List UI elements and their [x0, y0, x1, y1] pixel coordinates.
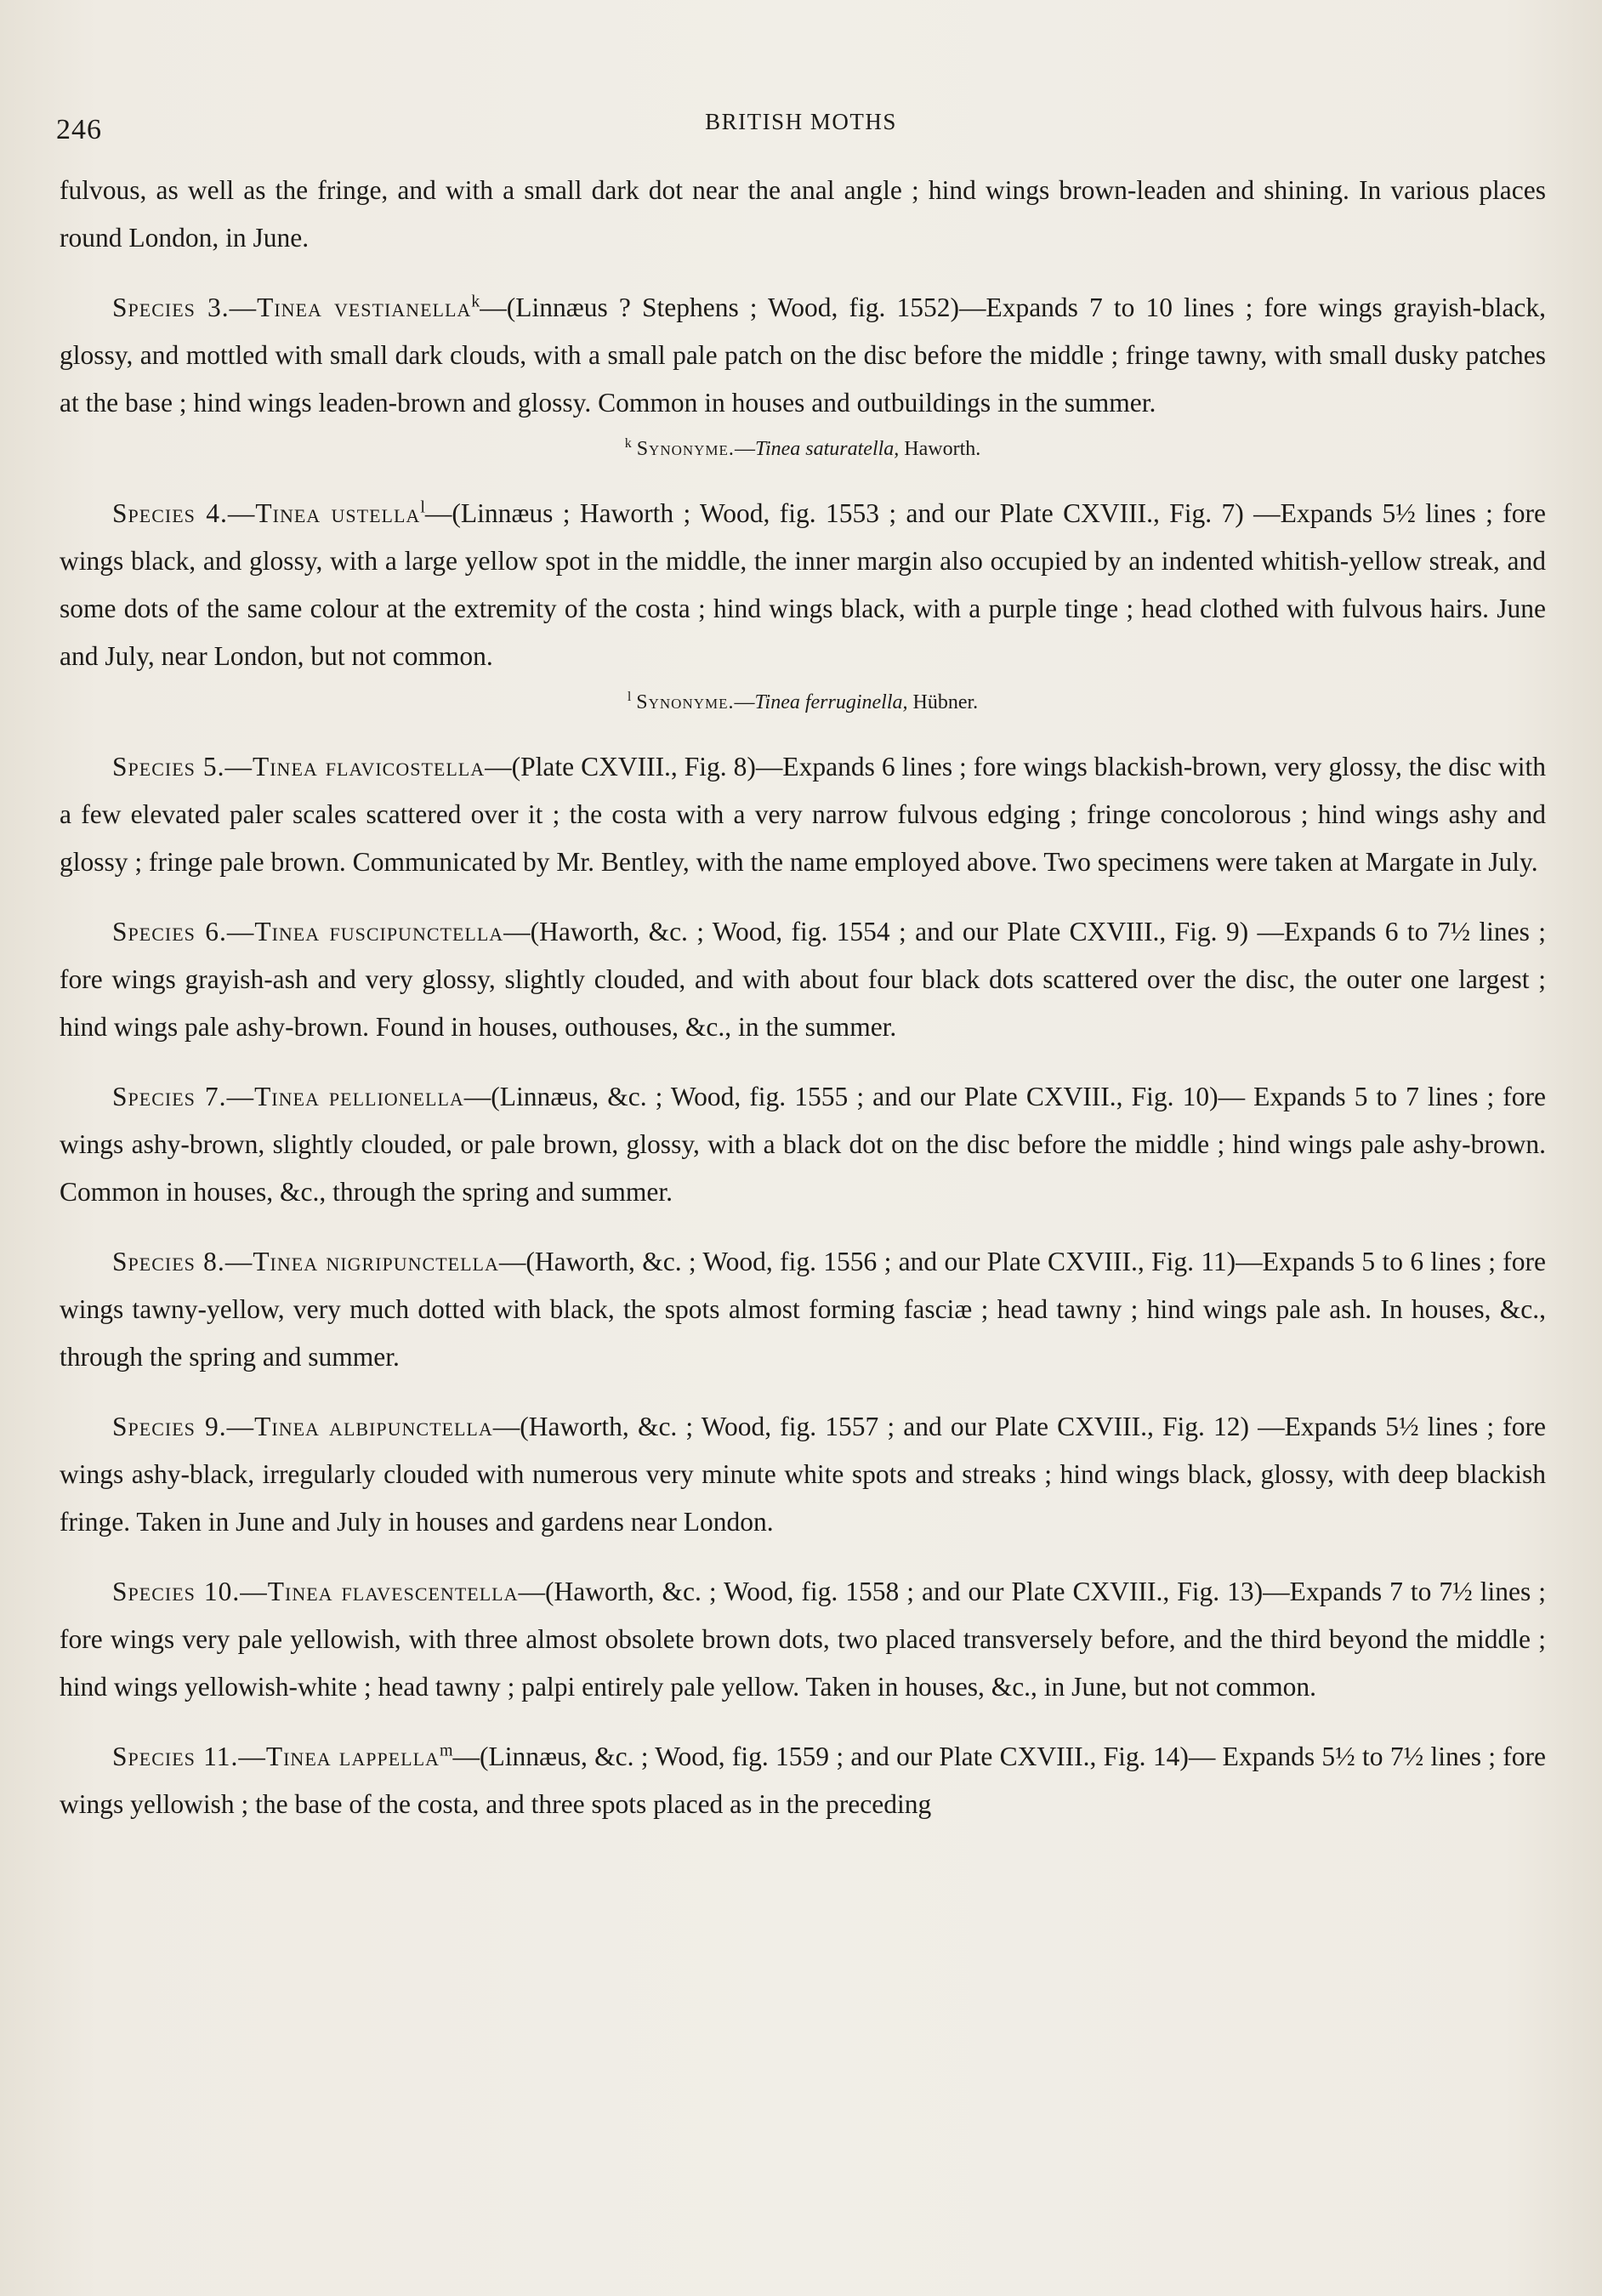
- footnote-label: Synonyme.: [636, 691, 735, 713]
- species-description: —(Linnæus, &c. ; Wood, fig. 1559 ; and our Plate CXVIII., Fig. 14)— Expands 5½ to 7½ lines ; fore wings yellowish ; the base of the costa, and three spots placed as in the preceding: [60, 1742, 1546, 1819]
- footnote-synonym: Tinea ferruginella,: [754, 691, 908, 713]
- footnote-mark: k: [471, 292, 480, 311]
- species-description: —(Haworth, &c. ; Wood, fig. 1556 ; and our Plate CXVIII., Fig. 11)—Expands 5 to 6 lines ; fore wings tawny-yellow, very much dotted with black, the spots almost forming fasciæ ; head tawny ; hind wings pale ash. In houses, &c., through the spring and summer.: [60, 1247, 1546, 1372]
- footnote: $^k$ Synonyme.—Tinea saturatella, Haworth.: [624, 436, 981, 460]
- footnote-synonym: Tinea saturatella,: [754, 438, 900, 460]
- species-entry: [60, 1403, 1546, 1546]
- species-label: Species 6.: [112, 917, 227, 946]
- species-entry: [60, 908, 1546, 1051]
- species-label: Species 10.: [112, 1577, 241, 1606]
- continuation-paragraph: [60, 167, 1546, 262]
- species-name: —Tinea vestianella: [229, 293, 472, 322]
- species-name: —Tinea pellionella: [226, 1082, 464, 1111]
- species-entry: [60, 490, 1546, 680]
- species-label: Species 11.: [112, 1742, 239, 1771]
- footnote-label: Synonyme.: [636, 438, 735, 460]
- page-text: [60, 167, 1546, 1850]
- species-name: —Tinea nigripunctella: [224, 1247, 499, 1276]
- running-head: BRITISH MOTHS: [705, 109, 897, 134]
- species-name: —Tinea flavescentella: [240, 1577, 519, 1606]
- species-description: —(Plate CXVIII., Fig. 8)—Expands 6 lines ; fore wings blackish-brown, very glossy, the disc with a few elevated paler scales scattered over it ; the costa with a very narrow fulvous edging ; fringe concolorous ; hind wings ashy and glossy ; fringe pale brown. Communicated by Mr. Bentley, with the name employed above. Two specimens were taken at Margate in July.: [60, 752, 1546, 877]
- species-entry: [60, 1073, 1546, 1216]
- paragraph-text: fulvous, as well as the fringe, and with a small dark dot near the anal angle ; hind wings brown-leaden and shining. In various places round London, in June.: [60, 175, 1546, 253]
- species-label: Species 9.: [112, 1412, 227, 1441]
- species-description: —(Haworth, &c. ; Wood, fig. 1557 ; and our Plate CXVIII., Fig. 12) —Expands 5½ lines ; fore wings ashy-black, irregularly clouded with numerous very minute white spots and streaks ; hind wings black, glossy, with deep blackish fringe. Taken in June and July in houses and gardens near London.: [60, 1412, 1546, 1537]
- species-label: Species 5.: [112, 752, 225, 781]
- species-description: —(Linnæus ; Haworth ; Wood, fig. 1553 ; and our Plate CXVIII., Fig. 7) —Expands 5½ lines ; fore wings black, and glossy, with a large yellow spot in the middle, the inner margin also occupied by an indented whitish-yellow streak, and some dots of the same colour at the extremity of the costa ; hind wings black, with a purple tinge ; head clothed with fulvous hairs. June and July, near London, but not common.: [60, 498, 1546, 671]
- species-name: —Tinea fuscipunctella: [226, 917, 504, 946]
- footnote-mark: m: [439, 1741, 453, 1760]
- species-label: Species 4.: [112, 498, 228, 528]
- species-name: —Tinea flavicostella: [224, 752, 486, 781]
- species-entry: [60, 1733, 1546, 1828]
- footnote-mark: l: [627, 690, 632, 704]
- page-header: [56, 109, 1546, 151]
- footnote-author: Hübner.: [912, 691, 979, 713]
- species-name: —Tinea lappella: [238, 1742, 440, 1771]
- species-description: —(Haworth, &c. ; Wood, fig. 1554 ; and our Plate CXVIII., Fig. 9) —Expands 6 to 7½ lines ; fore wings grayish-ash and very glossy, slightly clouded, and with about four black dots scattered over the disc, the outer one largest ; hind wings pale ashy-brown. Found in houses, outhouses, &c., in the summer.: [60, 917, 1547, 1042]
- footnote: $^l$ Synonyme.—Tinea ferruginella, Hübner.: [627, 690, 979, 713]
- species-entry: [60, 743, 1546, 886]
- footnote-mark: k: [624, 436, 632, 451]
- page-number: 246: [56, 114, 102, 145]
- footnote-author: Haworth.: [904, 438, 981, 460]
- species-description: —(Haworth, &c. ; Wood, fig. 1558 ; and our Plate CXVIII., Fig. 13)—Expands 7 to 7½ lines ; fore wings very pale yellowish, with three almost obsolete brown dots, two placed transversely before, and the third beyond the middle ; hind wings yellowish-white ; head tawny ; palpi entirely pale yellow. Taken in houses, &c., in June, but not common.: [60, 1577, 1546, 1702]
- species-entry: [60, 284, 1546, 427]
- species-name: —Tinea albipunctella: [226, 1412, 493, 1441]
- species-description: —(Linnæus ? Stephens ; Wood, fig. 1552)—Expands 7 to 10 lines ; fore wings grayish-black, glossy, and mottled with small dark clouds, with a small pale patch on the disc before the middle ; fringe tawny, with small dusky patches at the base ; hind wings leaden-brown and glossy. Common in houses and outbuildings in the summer.: [60, 293, 1546, 418]
- footnote-mark: l: [420, 497, 425, 517]
- species-entry: [60, 1568, 1546, 1711]
- species-entry: [60, 1238, 1546, 1381]
- species-label: Species 8.: [112, 1247, 225, 1276]
- species-label: Species 7.: [112, 1082, 227, 1111]
- species-description: —(Linnæus, &c. ; Wood, fig. 1555 ; and our Plate CXVIII., Fig. 10)— Expands 5 to 7 lines ; fore wings ashy-brown, slightly clouded, or pale brown, glossy, with a black dot on the disc before the middle ; hind wings pale ashy-brown. Common in houses, &c., through the spring and summer.: [60, 1082, 1546, 1207]
- species-label: Species 3.: [112, 293, 230, 322]
- species-name: —Tinea ustella: [227, 498, 421, 528]
